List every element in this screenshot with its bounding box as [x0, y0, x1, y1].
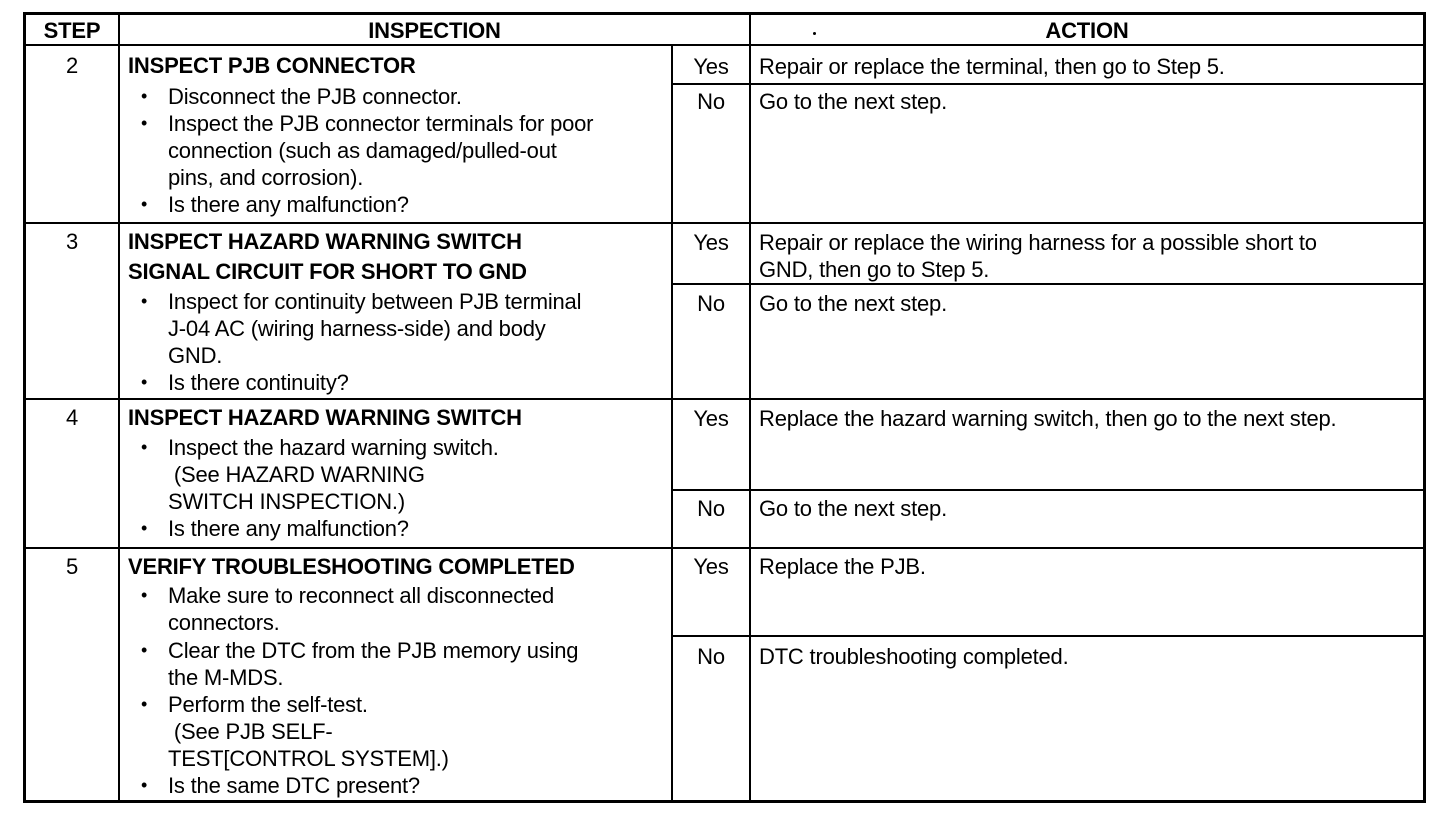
inspection-item-cont: J-04 AC (wiring harness-side) and body	[168, 316, 546, 341]
yes-no-divider-step-5	[671, 635, 1423, 637]
inspection-item: Disconnect the PJB connector.	[168, 84, 462, 109]
yes-action: Repair or replace the terminal, then go to Step 5.	[759, 54, 1225, 79]
header-step: STEP	[43, 18, 101, 43]
row-divider-2-3	[26, 222, 1423, 224]
inspection-item-cont: TEST[CONTROL SYSTEM].)	[168, 746, 449, 771]
bullet-icon: •	[141, 640, 148, 660]
inspection-title-cont: SIGNAL CIRCUIT FOR SHORT TO GND	[128, 259, 527, 284]
bullet-icon: •	[141, 372, 148, 392]
inspection-title: INSPECT HAZARD WARNING SWITCH	[128, 229, 522, 254]
yes-label: Yes	[693, 230, 729, 255]
yes-no-divider-step-2	[671, 83, 1423, 85]
bullet-icon: •	[141, 775, 148, 795]
bullet-icon: •	[141, 291, 148, 311]
step-number: 2	[65, 53, 79, 78]
inspection-item-cont: pins, and corrosion).	[168, 165, 364, 190]
inspection-item: Perform the self-test.	[168, 692, 368, 717]
yes-label: Yes	[693, 554, 729, 579]
bullet-icon: •	[141, 194, 148, 214]
no-label: No	[697, 496, 725, 521]
header-action: ACTION	[1045, 18, 1129, 43]
no-action: Go to the next step.	[759, 496, 948, 521]
inspection-item: Inspect the hazard warning switch.	[168, 435, 499, 460]
no-label: No	[697, 291, 725, 316]
inspection-item-cont: (See PJB SELF-	[168, 719, 333, 744]
inspection-item: Is there any malfunction?	[168, 192, 409, 217]
inspection-item: Inspect for continuity between PJB terminal	[168, 289, 582, 314]
inspection-item-cont: SWITCH INSPECTION.)	[168, 489, 405, 514]
inspection-title: INSPECT PJB CONNECTOR	[128, 53, 416, 78]
inspection-item: Clear the DTC from the PJB memory using	[168, 638, 579, 663]
yes-label: Yes	[693, 406, 729, 431]
yes-no-divider-step-4	[671, 489, 1423, 491]
yes-action-cont: GND, then go to Step 5.	[759, 257, 990, 282]
bullet-icon: •	[141, 86, 148, 106]
yes-action: Replace the hazard warning switch, then go to the next step.	[759, 406, 1337, 431]
inspection-item: Is the same DTC present?	[168, 773, 420, 798]
bullet-icon: •	[141, 113, 148, 133]
bullet-icon: •	[141, 585, 148, 605]
no-action: Go to the next step.	[759, 291, 948, 316]
yes-no-divider-step-3	[671, 283, 1423, 285]
row-divider-3-4	[26, 398, 1423, 400]
inspection-item: Make sure to reconnect all disconnected	[168, 583, 554, 608]
step-number: 3	[65, 229, 79, 254]
header-inspection: INSPECTION	[368, 18, 501, 43]
inspection-item: Is there any malfunction?	[168, 516, 409, 541]
bullet-icon: •	[141, 518, 148, 538]
inspection-item-cont: GND.	[168, 343, 223, 368]
yes-label: Yes	[693, 54, 729, 79]
inspection-item: Is there continuity?	[168, 370, 349, 395]
row-divider-4-5	[26, 547, 1423, 549]
inspection-title: VERIFY TROUBLESHOOTING COMPLETED	[128, 554, 575, 579]
inspection-item-cont: connectors.	[168, 610, 280, 635]
step-column-divider	[118, 15, 120, 800]
inspection-title: INSPECT HAZARD WARNING SWITCH	[128, 405, 522, 430]
inspection-item-cont: connection (such as damaged/pulled-out	[168, 138, 557, 163]
inspection-item-cont: the M-MDS.	[168, 665, 284, 690]
no-label: No	[697, 89, 725, 114]
yes-action: Repair or replace the wiring harness for a possible short to	[759, 230, 1317, 255]
no-action: DTC troubleshooting completed.	[759, 644, 1069, 669]
bullet-icon: •	[141, 437, 148, 457]
step-number: 5	[65, 554, 79, 579]
header-divider	[26, 44, 1423, 46]
no-action: Go to the next step.	[759, 89, 948, 114]
action-column-divider	[749, 15, 751, 800]
troubleshooting-table	[23, 12, 1426, 803]
bullet-icon: •	[141, 694, 148, 714]
inspection-item: Inspect the PJB connector terminals for poor	[168, 111, 594, 136]
inspection-item-cont: (See HAZARD WARNING	[168, 462, 425, 487]
no-label: No	[697, 644, 725, 669]
yes-action: Replace the PJB.	[759, 554, 926, 579]
step-number: 4	[65, 405, 79, 430]
